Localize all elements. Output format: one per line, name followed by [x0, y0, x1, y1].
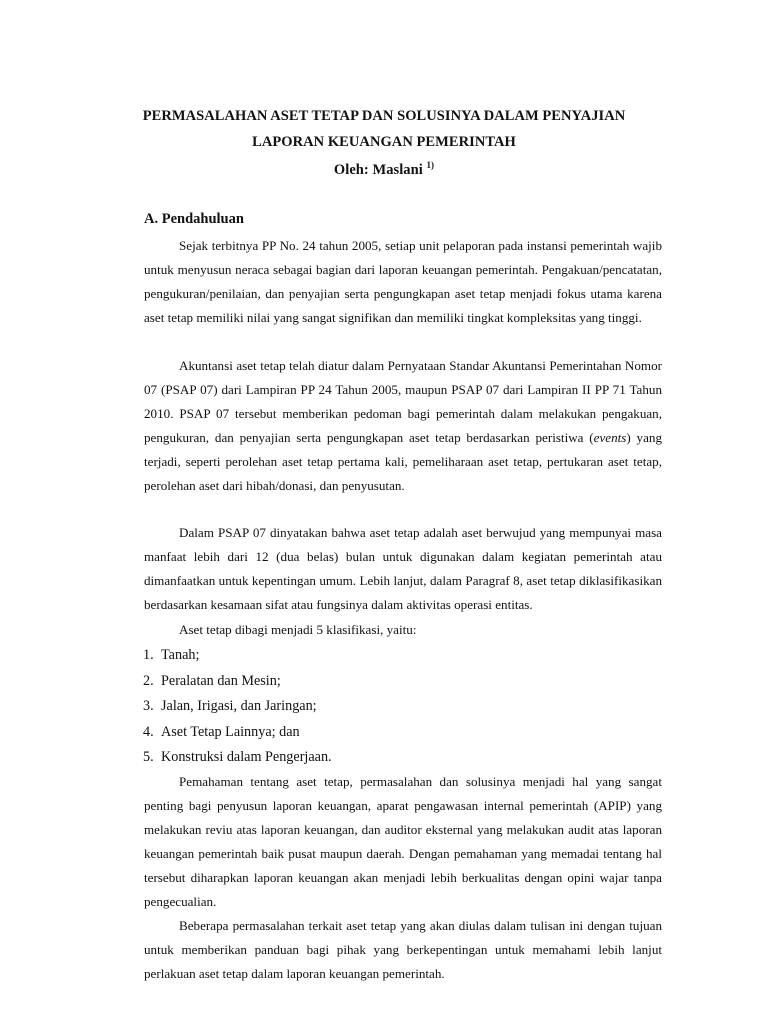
- list-item-label: Jalan, Irigasi, dan Jaringan;: [161, 698, 317, 715]
- list-item-number: 5.: [143, 749, 154, 766]
- list-item: [143, 669, 332, 695]
- list-item-label: Peralatan dan Mesin;: [161, 672, 281, 689]
- classification-list: [143, 643, 332, 771]
- paragraph-1: Sejak terbitnya PP No. 24 tahun 2005, setiap unit pelaporan pada instansi pemerintah wajib untuk menyusun neraca sebagai bagian dari laporan keuangan pemerintah. Pengakuan/pencatatan, pengukuran/penilaian, dan penyajian serta pengungkapan aset tetap menjadi fokus utama karena aset tetap memiliki nilai yang sangat signifikan dan memiliki tingkat kompleksitas yang tinggi.: [144, 238, 662, 326]
- author-name: Oleh: Maslani: [333, 162, 423, 178]
- list-item-label: Aset Tetap Lainnya; dan: [161, 723, 300, 740]
- paragraph-6: Beberapa permasalahan terkait aset tetap yang akan diulas dalam tulisan ini dengan tujuan untuk memberikan panduan bagi pihak yang berkepentingan untuk memahami lebih lanjut perlakuan aset tetap dalam laporan keuangan pemerintah.: [144, 918, 662, 982]
- list-item: [143, 720, 332, 746]
- paragraph-2-text-a: Akuntansi aset tetap telah diatur dalam Pernyataan Standar Akuntansi Pemerintahan Nomor 07 (PSAP 07) dari Lampiran PP 24 Tahun 2005, maupun PSAP 07 dari Lampiran II PP 71 Tahun 2010. PSAP 07 tersebut memberikan pedoman bagi pemerintah dalam melakukan pengakuan, pengukuran, dan penyajian serta pengungkapan aset tetap berdasarkan peristiwa (: [144, 358, 662, 446]
- list-item-number: 2.: [143, 672, 154, 689]
- list-item-label: Konstruksi dalam Pengerjaan.: [161, 749, 332, 766]
- list-item-number: 3.: [143, 698, 154, 715]
- list-item: [143, 643, 332, 669]
- paragraph-2-italic-term: events: [593, 430, 627, 446]
- list-item-number: 4.: [143, 723, 154, 740]
- list-item: [143, 745, 332, 771]
- author-footnote-marker: 1): [426, 160, 435, 170]
- list-item-number: 1.: [143, 647, 154, 663]
- section-heading: A. Pendahuluan: [144, 211, 244, 227]
- title-line-2: LAPORAN KEUANGAN PEMERINTAH: [252, 134, 516, 150]
- paragraph-4: Aset tetap dibagi menjadi 5 klasifikasi, yaitu:: [179, 622, 417, 637]
- paragraph-2: [144, 354, 662, 499]
- list-item: [143, 694, 332, 720]
- paragraph-5: Pemahaman tentang aset tetap, permasalahan dan solusinya menjadi hal yang sangat penting bagi penyusun laporan keuangan, aparat pengawasan internal pemerintah (APIP) yang melakukan reviu atas laporan keuangan, dan auditor eksternal yang melakukan audit atas laporan keuangan pemerintah baik pusat maupun daerah. Dengan pemahaman yang memadai tentang hal tersebut diharapkan laporan keuangan akan menjadi lebih berkualitas dengan opini wajar tanpa pengecualian.: [144, 774, 662, 910]
- author-line: [0, 160, 768, 179]
- paragraph-2-text-b: ) yang terjadi, seperti perolehan aset tetap pertama kali, pemeliharaan aset tetap, pertukaran aset tetap, perolehan aset dari hibah/donasi, dan penyusutan.: [144, 430, 662, 494]
- paragraph-3: Dalam PSAP 07 dinyatakan bahwa aset tetap adalah aset berwujud yang mempunyai masa manfaat lebih dari 12 (dua belas) bulan untuk digunakan dalam kegiatan pemerintah atau dimanfaatkan untuk kepentingan umum. Lebih lanjut, dalam Paragraf 8, aset tetap diklasifikasikan berdasarkan kesamaan sifat atau fungsinya dalam aktivitas operasi entitas.: [144, 525, 662, 613]
- list-item-label: Tanah;: [161, 647, 200, 663]
- title-line-1: PERMASALAHAN ASET TETAP DAN SOLUSINYA DALAM PENYAJIAN: [142, 108, 626, 124]
